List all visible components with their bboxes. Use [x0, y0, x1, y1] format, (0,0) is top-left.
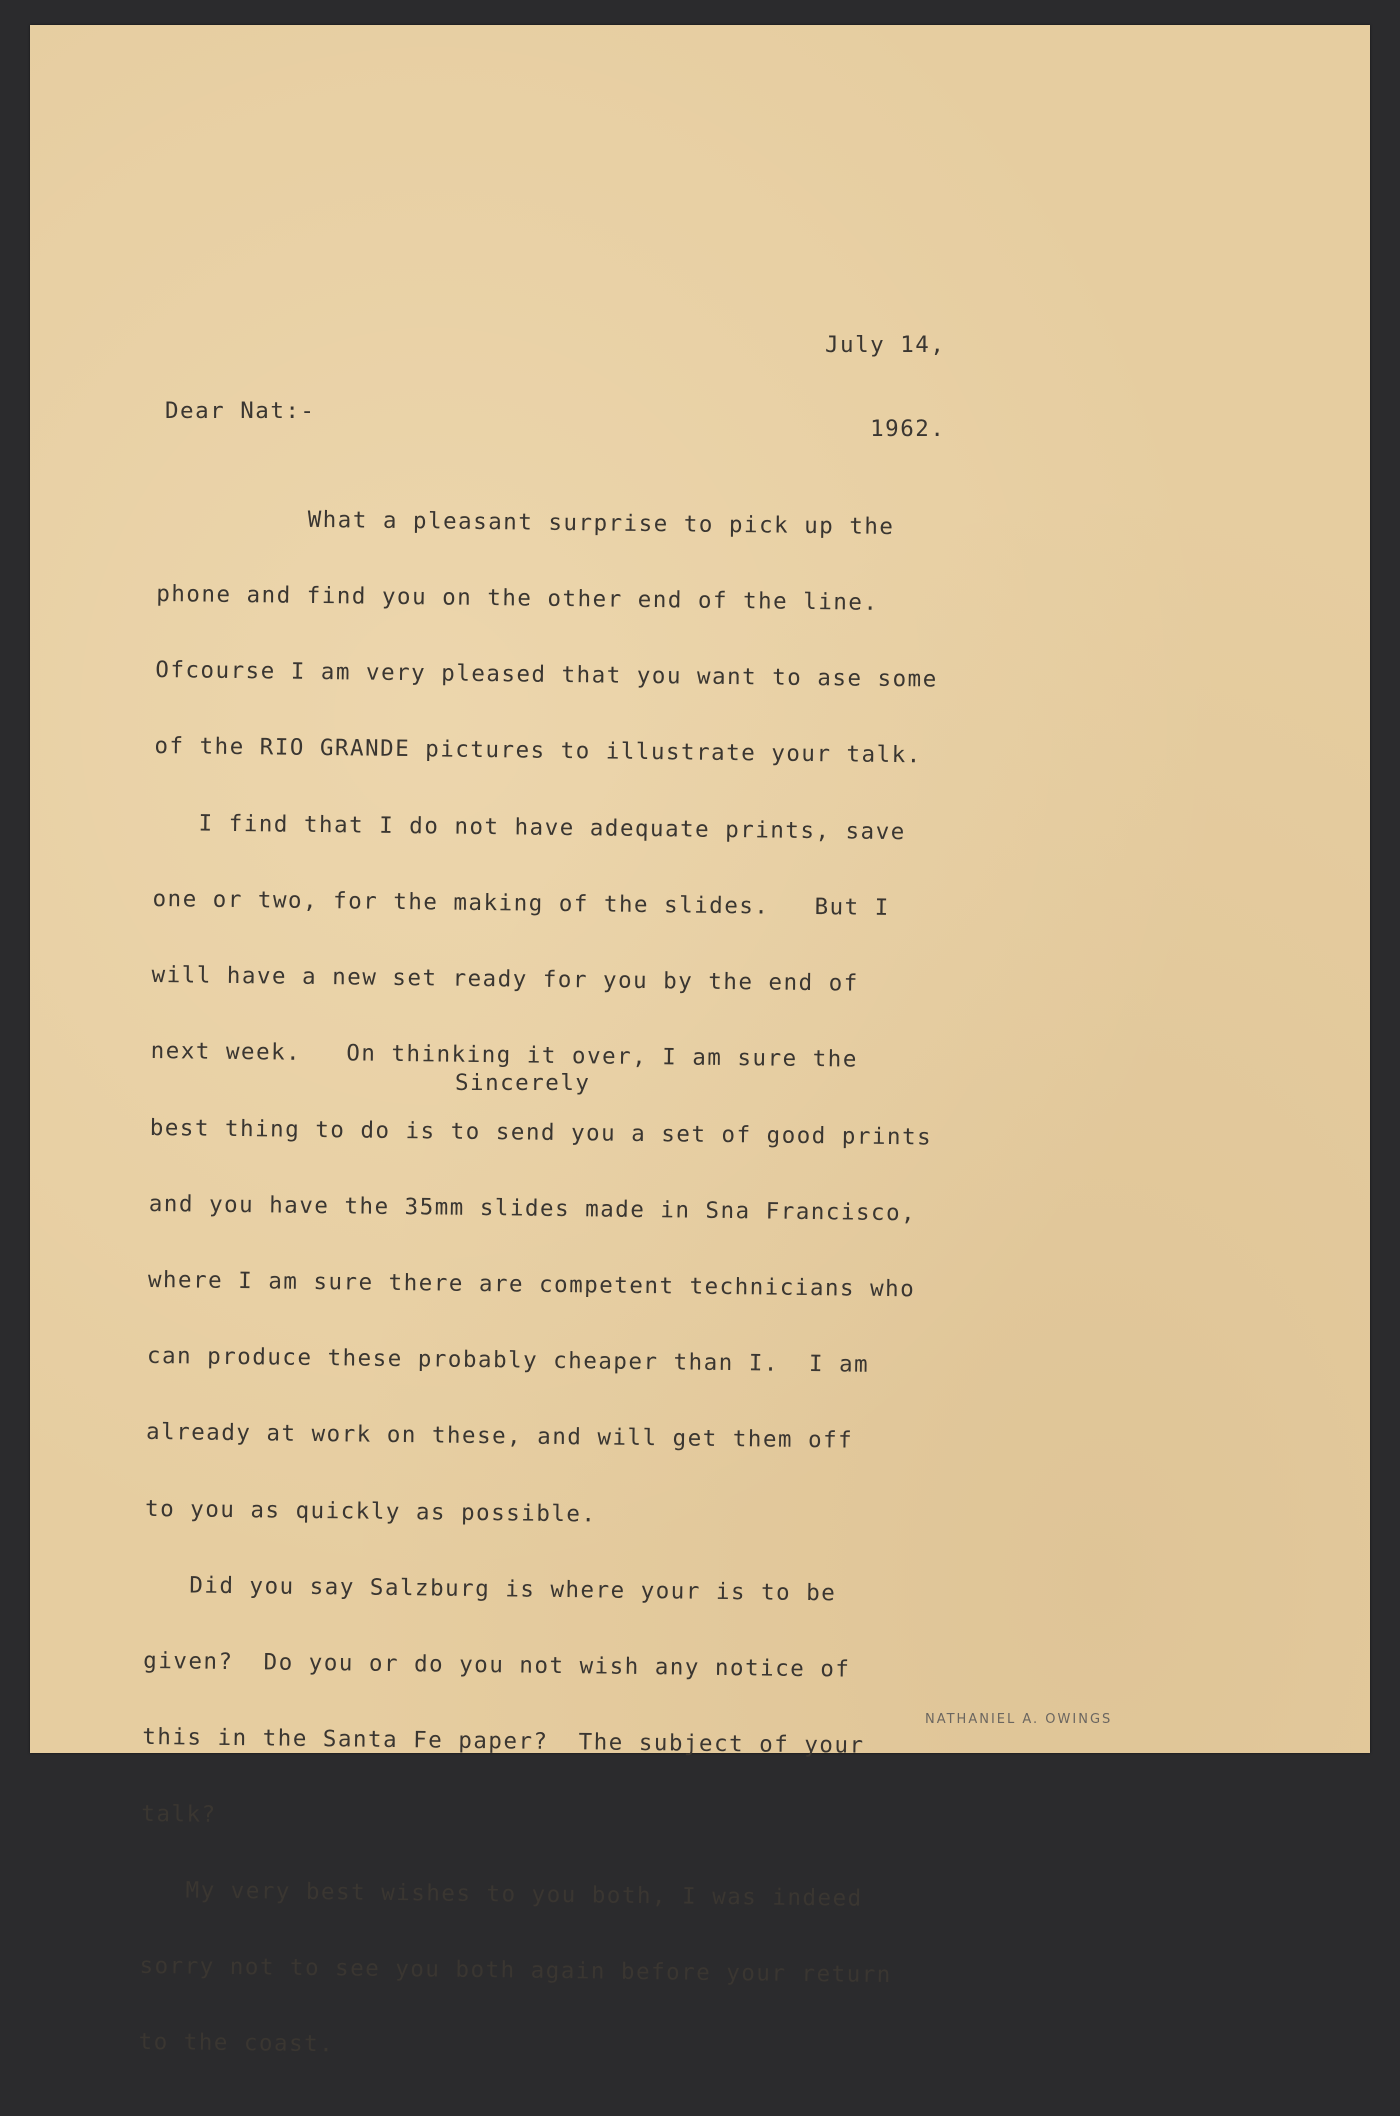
date-line: July 14,	[825, 332, 946, 358]
body-line: one or two, for the making of the slides. But I	[152, 885, 890, 921]
date-line: 1962.	[870, 416, 946, 442]
body-line: of the RIO GRANDE pictures to illustrate your talk.	[154, 733, 922, 769]
body-line: given? Do you or do you not wish any notice of	[143, 1648, 851, 1683]
body-line: phone and find you on the other end of the line.	[156, 581, 879, 616]
body-line: to you as quickly as possible.	[144, 1495, 597, 1528]
body-line: best thing to do is to send you a set of good prints	[149, 1114, 933, 1151]
body-line: Did you say Salzburg is where your is to be	[144, 1571, 837, 1607]
letter-closing: Sincerely	[455, 1070, 591, 1096]
body-line: talk?	[141, 1800, 217, 1828]
letter-body	[138, 455, 941, 2116]
letter-greeting: Dear Nat:-	[165, 398, 316, 424]
body-line: this in the Santa Fe paper? The subject of your	[142, 1724, 865, 1760]
body-line: sorry not to see you both again before your return	[139, 1952, 892, 1989]
body-line: and you have the 35mm slides made in Sna Francisco,	[148, 1190, 917, 1227]
body-line: I find that I do not have adequate prints, save	[153, 809, 906, 845]
letter-page	[30, 25, 1370, 2058]
body-line: What a pleasant surprise to pick up the	[157, 504, 895, 540]
body-line: will have a new set ready for you by the end of	[151, 962, 859, 997]
body-line: to the coast.	[138, 2029, 335, 2058]
body-line: next week. On thinking it over, I am sure the	[150, 1038, 858, 1073]
body-line: Ofcourse I am very pleased that you want to ase some	[155, 657, 938, 693]
body-line: already at work on these, and will get them off	[145, 1419, 854, 1455]
body-line: where I am sure there are competent technicians who	[147, 1266, 916, 1303]
body-line: can produce these probably cheaper than I. I am	[146, 1343, 870, 1378]
archival-note: NATHANIEL A. OWINGS	[925, 1712, 1113, 1727]
body-line: My very best wishes to you both, I was indeed	[140, 1876, 863, 1912]
